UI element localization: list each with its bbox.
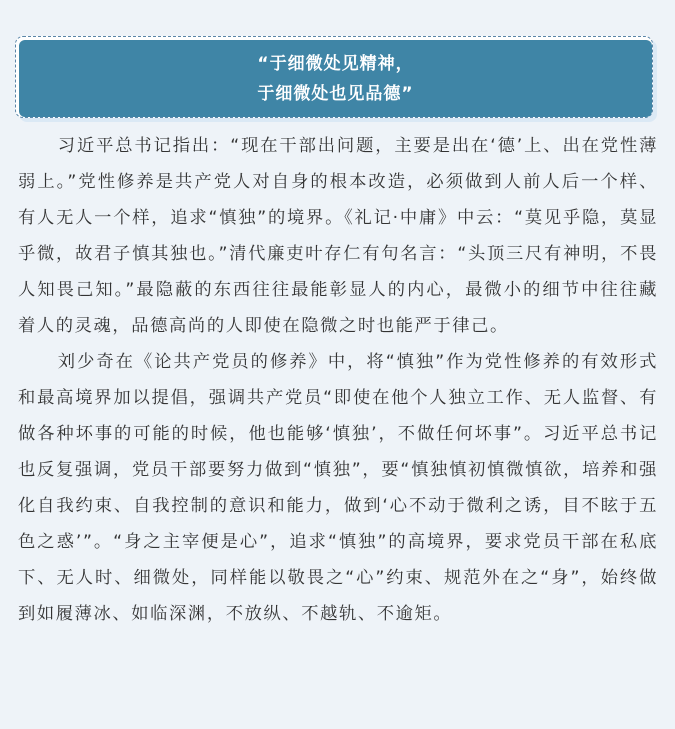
section-header-frame <box>15 36 653 118</box>
paragraph-2: 刘少奇在《论共产党员的修养》中，将“慎独”作为党性修养的有效形式和最高境界加以提倡，强调共产党员“即使在他个人独立工作、无人监督、有做各种坏事的可能的时候，他也能够‘慎独’，不做任何坏事”。习近平总书记也反复强调，党员干部要努力做到“慎独”，要“慎独慎初慎微慎欲，培养和强化自我约束、自我控制的意识和能力，做到‘心不动于微利之诱，目不眩于五色之惑’”。“身之主宰便是心”，追求“慎独”的高境界，要求党员干部在私底下、无人时、细微处，同样能以敬畏之“心”约束、规范外在之“身”，始终做到如履薄冰、如临深渊，不放纵、不越轨、不逾矩。 <box>18 352 658 624</box>
section-header <box>19 40 652 117</box>
article-body <box>18 128 658 632</box>
section-title-line-2: 于细微处也见品德” <box>257 83 414 104</box>
paragraph-1: 习近平总书记指出：“现在干部出问题，主要是出在‘德’上、出在党性薄弱上。”党性修养是共产党人对自身的根本改造，必须做到人前人后一个样、有人无人一个样，追求“慎独”的境界。《礼记·中庸》中云：“莫见乎隐，莫显乎微，故君子慎其独也。”清代廉吏叶存仁有句名言：“头顶三尺有神明，不畏人知畏己知。”最隐蔽的东西往往最能彰显人的内心，最微小的细节中往往藏着人的灵魂，品德高尚的人即使在隐微之时也能严于律己。 <box>18 136 658 336</box>
section-title-line-1: “于细微处见精神， <box>257 53 414 74</box>
